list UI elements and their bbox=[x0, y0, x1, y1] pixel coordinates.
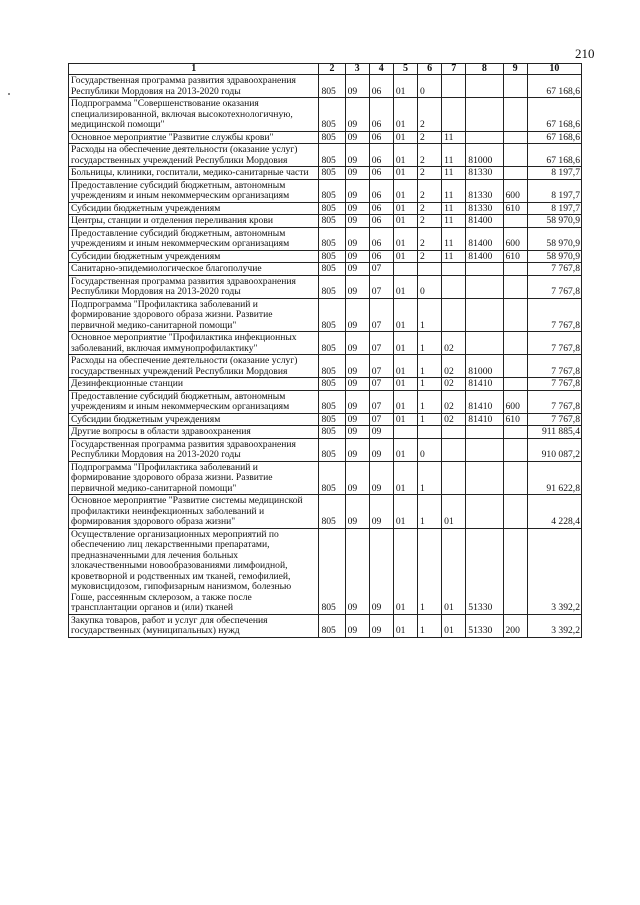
row-name: Предоставление субсидий бюджетным, автономным учреждениям и иным некоммерческим организациям bbox=[69, 179, 319, 202]
code-subprogram: 1 bbox=[418, 614, 442, 637]
table-row bbox=[69, 263, 582, 276]
code-section: 09 bbox=[345, 202, 369, 215]
code-activity: 01 bbox=[442, 528, 466, 614]
code-subprogram: 2 bbox=[418, 227, 442, 250]
code-direction: 81400 bbox=[466, 227, 503, 250]
code-subsection: 06 bbox=[369, 215, 393, 228]
code-section: 09 bbox=[345, 275, 369, 298]
table-row bbox=[69, 215, 582, 228]
table-row bbox=[69, 461, 582, 495]
code-subprogram: 2 bbox=[418, 98, 442, 132]
code-gp: 805 bbox=[319, 390, 345, 413]
code-gp: 805 bbox=[319, 131, 345, 144]
table-row bbox=[69, 413, 582, 426]
amount: 7 767,8 bbox=[527, 275, 581, 298]
table-row bbox=[69, 144, 582, 167]
row-name: Подпрограмма "Профилактика заболеваний и формирование здорового образа жизни. Развитие первичной медико-санитарной помощи" bbox=[69, 461, 319, 495]
column-header: 1 bbox=[69, 64, 319, 75]
amount: 58 970,9 bbox=[527, 250, 581, 263]
code-section: 09 bbox=[345, 298, 369, 332]
code-subprogram: 1 bbox=[418, 298, 442, 332]
code-section: 09 bbox=[345, 495, 369, 529]
code-activity bbox=[442, 263, 466, 276]
code-subsection: 06 bbox=[369, 131, 393, 144]
code-program bbox=[393, 263, 417, 276]
code-program: 01 bbox=[393, 413, 417, 426]
code-expense-type bbox=[503, 144, 527, 167]
code-subsection: 09 bbox=[369, 438, 393, 461]
code-direction bbox=[466, 75, 503, 98]
code-section: 09 bbox=[345, 528, 369, 614]
code-program: 01 bbox=[393, 75, 417, 98]
code-program: 01 bbox=[393, 298, 417, 332]
row-name: Центры, станции и отделения переливания крови bbox=[69, 215, 319, 228]
code-program: 01 bbox=[393, 275, 417, 298]
row-name: Расходы на обеспечение деятельности (оказание услуг) государственных учреждений Республики Мордовия bbox=[69, 355, 319, 378]
code-section: 09 bbox=[345, 250, 369, 263]
row-name: Субсидии бюджетным учреждениям bbox=[69, 250, 319, 263]
code-activity bbox=[442, 298, 466, 332]
row-name: Больницы, клиники, госпитали, медико-санитарные части bbox=[69, 167, 319, 180]
code-direction bbox=[466, 461, 503, 495]
code-gp: 805 bbox=[319, 202, 345, 215]
code-program: 01 bbox=[393, 215, 417, 228]
code-expense-type: 610 bbox=[503, 202, 527, 215]
code-subprogram bbox=[418, 426, 442, 439]
code-section: 09 bbox=[345, 215, 369, 228]
amount: 7 767,8 bbox=[527, 298, 581, 332]
table-row bbox=[69, 179, 582, 202]
code-direction bbox=[466, 438, 503, 461]
amount: 7 767,8 bbox=[527, 378, 581, 391]
amount: 8 197,7 bbox=[527, 167, 581, 180]
code-direction: 81410 bbox=[466, 390, 503, 413]
code-section: 09 bbox=[345, 263, 369, 276]
code-expense-type bbox=[503, 98, 527, 132]
code-expense-type: 610 bbox=[503, 250, 527, 263]
code-activity: 02 bbox=[442, 378, 466, 391]
code-activity: 02 bbox=[442, 413, 466, 426]
code-section: 09 bbox=[345, 390, 369, 413]
code-section: 09 bbox=[345, 227, 369, 250]
code-section: 09 bbox=[345, 332, 369, 355]
code-subprogram: 1 bbox=[418, 390, 442, 413]
table-row bbox=[69, 131, 582, 144]
code-section: 09 bbox=[345, 131, 369, 144]
code-subprogram: 1 bbox=[418, 332, 442, 355]
code-direction: 81400 bbox=[466, 215, 503, 228]
code-program: 01 bbox=[393, 250, 417, 263]
code-expense-type: 610 bbox=[503, 413, 527, 426]
code-subsection: 09 bbox=[369, 495, 393, 529]
code-subprogram: 1 bbox=[418, 495, 442, 529]
table-row bbox=[69, 438, 582, 461]
code-section: 09 bbox=[345, 144, 369, 167]
code-expense-type bbox=[503, 275, 527, 298]
code-expense-type: 200 bbox=[503, 614, 527, 637]
code-gp: 805 bbox=[319, 495, 345, 529]
code-expense-type bbox=[503, 75, 527, 98]
table-row bbox=[69, 390, 582, 413]
amount: 67 168,6 bbox=[527, 98, 581, 132]
code-subsection: 07 bbox=[369, 275, 393, 298]
code-gp: 805 bbox=[319, 614, 345, 637]
code-expense-type bbox=[503, 263, 527, 276]
row-name: Предоставление субсидий бюджетным, автономным учреждениям и иным некоммерческим организациям bbox=[69, 390, 319, 413]
amount: 3 392,2 bbox=[527, 614, 581, 637]
row-name: Закупка товаров, работ и услуг для обеспечения государственных (муниципальных) нужд bbox=[69, 614, 319, 637]
amount: 7 767,8 bbox=[527, 332, 581, 355]
column-header: 2 bbox=[319, 64, 345, 75]
code-program: 01 bbox=[393, 131, 417, 144]
code-direction bbox=[466, 98, 503, 132]
row-name: Основное мероприятие "Развитие системы медицинской профилактики неинфекционных заболеваний и формирования здорового образа жизни" bbox=[69, 495, 319, 529]
row-name: Подпрограмма "Профилактика заболеваний и формирование здорового образа жизни. Развитие первичной медико-санитарной помощи" bbox=[69, 298, 319, 332]
code-subsection: 07 bbox=[369, 390, 393, 413]
code-activity bbox=[442, 461, 466, 495]
code-expense-type bbox=[503, 438, 527, 461]
code-gp: 805 bbox=[319, 528, 345, 614]
code-expense-type bbox=[503, 355, 527, 378]
code-subprogram: 1 bbox=[418, 413, 442, 426]
code-expense-type bbox=[503, 495, 527, 529]
code-expense-type: 600 bbox=[503, 179, 527, 202]
code-section: 09 bbox=[345, 461, 369, 495]
code-activity: 11 bbox=[442, 250, 466, 263]
code-gp: 805 bbox=[319, 355, 345, 378]
code-direction: 81330 bbox=[466, 202, 503, 215]
code-activity bbox=[442, 75, 466, 98]
code-gp: 805 bbox=[319, 215, 345, 228]
code-gp: 805 bbox=[319, 378, 345, 391]
code-subsection: 07 bbox=[369, 332, 393, 355]
code-direction: 51330 bbox=[466, 614, 503, 637]
table-row bbox=[69, 528, 582, 614]
code-gp: 805 bbox=[319, 227, 345, 250]
code-direction bbox=[466, 275, 503, 298]
amount: 911 885,4 bbox=[527, 426, 581, 439]
amount: 8 197,7 bbox=[527, 202, 581, 215]
code-program bbox=[393, 426, 417, 439]
code-expense-type bbox=[503, 215, 527, 228]
code-program: 01 bbox=[393, 461, 417, 495]
code-direction bbox=[466, 298, 503, 332]
code-expense-type bbox=[503, 528, 527, 614]
code-gp: 805 bbox=[319, 332, 345, 355]
code-subprogram: 1 bbox=[418, 461, 442, 495]
row-name: Основное мероприятие "Профилактика инфекционных заболеваний, включая иммунопрофилактику" bbox=[69, 332, 319, 355]
column-header: 6 bbox=[418, 64, 442, 75]
code-activity: 01 bbox=[442, 495, 466, 529]
code-subprogram: 1 bbox=[418, 355, 442, 378]
table-row bbox=[69, 614, 582, 637]
code-gp: 805 bbox=[319, 263, 345, 276]
amount: 91 622,8 bbox=[527, 461, 581, 495]
code-program: 01 bbox=[393, 98, 417, 132]
column-header: 5 bbox=[393, 64, 417, 75]
code-subsection: 09 bbox=[369, 426, 393, 439]
code-expense-type bbox=[503, 298, 527, 332]
row-name: Санитарно-эпидемиологическое благополучие bbox=[69, 263, 319, 276]
code-direction bbox=[466, 495, 503, 529]
code-program: 01 bbox=[393, 438, 417, 461]
code-activity: 01 bbox=[442, 614, 466, 637]
code-subprogram bbox=[418, 263, 442, 276]
amount: 3 392,2 bbox=[527, 528, 581, 614]
code-expense-type bbox=[503, 378, 527, 391]
code-program: 01 bbox=[393, 144, 417, 167]
code-activity: 02 bbox=[442, 355, 466, 378]
code-program: 01 bbox=[393, 614, 417, 637]
code-gp: 805 bbox=[319, 98, 345, 132]
code-gp: 805 bbox=[319, 438, 345, 461]
code-expense-type bbox=[503, 131, 527, 144]
code-subprogram: 0 bbox=[418, 438, 442, 461]
code-subsection: 06 bbox=[369, 250, 393, 263]
table-row bbox=[69, 298, 582, 332]
code-activity bbox=[442, 275, 466, 298]
code-gp: 805 bbox=[319, 179, 345, 202]
code-program: 01 bbox=[393, 495, 417, 529]
code-program: 01 bbox=[393, 528, 417, 614]
amount: 7 767,8 bbox=[527, 355, 581, 378]
code-subprogram: 2 bbox=[418, 167, 442, 180]
code-subprogram: 0 bbox=[418, 275, 442, 298]
code-program: 01 bbox=[393, 202, 417, 215]
code-direction: 81330 bbox=[466, 167, 503, 180]
code-subprogram: 2 bbox=[418, 131, 442, 144]
table-row bbox=[69, 98, 582, 132]
table-row bbox=[69, 250, 582, 263]
code-subsection: 07 bbox=[369, 378, 393, 391]
amount: 4 228,4 bbox=[527, 495, 581, 529]
code-subprogram: 2 bbox=[418, 215, 442, 228]
code-activity: 11 bbox=[442, 131, 466, 144]
code-direction bbox=[466, 263, 503, 276]
code-subsection: 09 bbox=[369, 461, 393, 495]
code-activity: 11 bbox=[442, 215, 466, 228]
amount: 67 168,6 bbox=[527, 131, 581, 144]
table-row bbox=[69, 202, 582, 215]
code-gp: 805 bbox=[319, 144, 345, 167]
code-direction bbox=[466, 131, 503, 144]
amount: 58 970,9 bbox=[527, 227, 581, 250]
code-section: 09 bbox=[345, 378, 369, 391]
code-activity: 11 bbox=[442, 167, 466, 180]
row-name: Расходы на обеспечение деятельности (оказание услуг) государственных учреждений Республики Мордовия bbox=[69, 144, 319, 167]
code-direction: 81400 bbox=[466, 250, 503, 263]
code-subsection: 06 bbox=[369, 227, 393, 250]
column-header: 3 bbox=[345, 64, 369, 75]
code-activity: 11 bbox=[442, 227, 466, 250]
table-row bbox=[69, 355, 582, 378]
row-name: Осуществление организационных мероприятий по обеспечению лиц лекарственными препаратами, предназначенными для лечения больных злокачественными новообразованиями лимфоидной, кроветворной и родственных им тканей, гемофилией, муковисцидозом, гипофизарным нанизмом, болезнью Гоше, рассеянным склерозом, а также после трансплантации органов и (или) тканей bbox=[69, 528, 319, 614]
table-row bbox=[69, 167, 582, 180]
code-subsection: 06 bbox=[369, 179, 393, 202]
column-header: 9 bbox=[503, 64, 527, 75]
code-expense-type bbox=[503, 461, 527, 495]
code-program: 01 bbox=[393, 355, 417, 378]
code-section: 09 bbox=[345, 75, 369, 98]
code-program: 01 bbox=[393, 227, 417, 250]
table-row bbox=[69, 275, 582, 298]
code-section: 09 bbox=[345, 426, 369, 439]
code-direction bbox=[466, 426, 503, 439]
column-header: 10 bbox=[527, 64, 581, 75]
column-header: 7 bbox=[442, 64, 466, 75]
row-name: Предоставление субсидий бюджетным, автономным учреждениям и иным некоммерческим организациям bbox=[69, 227, 319, 250]
code-section: 09 bbox=[345, 355, 369, 378]
column-header: 8 bbox=[466, 64, 503, 75]
code-subsection: 07 bbox=[369, 263, 393, 276]
code-gp: 805 bbox=[319, 250, 345, 263]
row-name: Государственная программа развития здравоохранения Республики Мордовия на 2013-2020 годы bbox=[69, 275, 319, 298]
column-header: 4 bbox=[369, 64, 393, 75]
page-number: 210 bbox=[575, 46, 595, 61]
code-gp: 805 bbox=[319, 75, 345, 98]
table-row bbox=[69, 426, 582, 439]
table-row bbox=[69, 75, 582, 98]
code-program: 01 bbox=[393, 332, 417, 355]
code-subsection: 06 bbox=[369, 202, 393, 215]
code-subprogram: 0 bbox=[418, 75, 442, 98]
code-expense-type: 600 bbox=[503, 227, 527, 250]
code-subprogram: 1 bbox=[418, 528, 442, 614]
scan-speck bbox=[8, 93, 10, 95]
code-section: 09 bbox=[345, 167, 369, 180]
code-section: 09 bbox=[345, 98, 369, 132]
row-name: Подпрограмма "Совершенствование оказания специализированной, включая высокотехнологичную, медицинской помощи" bbox=[69, 98, 319, 132]
code-section: 09 bbox=[345, 413, 369, 426]
code-subprogram: 2 bbox=[418, 250, 442, 263]
amount: 67 168,6 bbox=[527, 144, 581, 167]
code-direction: 81410 bbox=[466, 413, 503, 426]
row-name: Субсидии бюджетным учреждениям bbox=[69, 202, 319, 215]
code-expense-type bbox=[503, 167, 527, 180]
code-gp: 805 bbox=[319, 426, 345, 439]
code-program: 01 bbox=[393, 390, 417, 413]
code-section: 09 bbox=[345, 438, 369, 461]
code-program: 01 bbox=[393, 179, 417, 202]
code-activity bbox=[442, 438, 466, 461]
code-direction bbox=[466, 332, 503, 355]
code-expense-type bbox=[503, 332, 527, 355]
header-row bbox=[69, 64, 582, 75]
code-subsection: 09 bbox=[369, 528, 393, 614]
table-row bbox=[69, 227, 582, 250]
row-name: Государственная программа развития здравоохранения Республики Мордовия на 2013-2020 годы bbox=[69, 75, 319, 98]
code-section: 09 bbox=[345, 179, 369, 202]
code-gp: 805 bbox=[319, 461, 345, 495]
code-direction: 51330 bbox=[466, 528, 503, 614]
code-gp: 805 bbox=[319, 167, 345, 180]
code-direction: 81000 bbox=[466, 355, 503, 378]
code-activity: 11 bbox=[442, 144, 466, 167]
amount: 8 197,7 bbox=[527, 179, 581, 202]
code-direction: 81330 bbox=[466, 179, 503, 202]
code-gp: 805 bbox=[319, 298, 345, 332]
code-subsection: 06 bbox=[369, 167, 393, 180]
table-row bbox=[69, 378, 582, 391]
code-gp: 805 bbox=[319, 413, 345, 426]
amount: 58 970,9 bbox=[527, 215, 581, 228]
code-subsection: 07 bbox=[369, 413, 393, 426]
code-subsection: 06 bbox=[369, 75, 393, 98]
amount: 7 767,8 bbox=[527, 263, 581, 276]
code-subsection: 07 bbox=[369, 355, 393, 378]
code-section: 09 bbox=[345, 614, 369, 637]
row-name: Государственная программа развития здравоохранения Республики Мордовия на 2013-2020 годы bbox=[69, 438, 319, 461]
amount: 67 168,6 bbox=[527, 75, 581, 98]
code-subprogram: 1 bbox=[418, 378, 442, 391]
code-subprogram: 2 bbox=[418, 179, 442, 202]
code-subprogram: 2 bbox=[418, 202, 442, 215]
code-activity: 11 bbox=[442, 202, 466, 215]
code-subsection: 06 bbox=[369, 144, 393, 167]
code-subsection: 06 bbox=[369, 98, 393, 132]
code-activity bbox=[442, 426, 466, 439]
code-activity: 11 bbox=[442, 179, 466, 202]
row-name: Дезинфекционные станции bbox=[69, 378, 319, 391]
row-name: Основное мероприятие "Развитие службы крови" bbox=[69, 131, 319, 144]
code-expense-type: 600 bbox=[503, 390, 527, 413]
code-gp: 805 bbox=[319, 275, 345, 298]
code-activity: 02 bbox=[442, 390, 466, 413]
amount: 910 087,2 bbox=[527, 438, 581, 461]
code-direction: 81410 bbox=[466, 378, 503, 391]
code-activity bbox=[442, 98, 466, 132]
code-direction: 81000 bbox=[466, 144, 503, 167]
code-program: 01 bbox=[393, 378, 417, 391]
amount: 7 767,8 bbox=[527, 413, 581, 426]
code-subsection: 09 bbox=[369, 614, 393, 637]
code-subprogram: 2 bbox=[418, 144, 442, 167]
code-program: 01 bbox=[393, 167, 417, 180]
code-expense-type bbox=[503, 426, 527, 439]
budget-table bbox=[68, 63, 582, 638]
code-subsection: 07 bbox=[369, 298, 393, 332]
table-row bbox=[69, 332, 582, 355]
code-activity: 02 bbox=[442, 332, 466, 355]
amount: 7 767,8 bbox=[527, 390, 581, 413]
row-name: Субсидии бюджетным учреждениям bbox=[69, 413, 319, 426]
table-row bbox=[69, 495, 582, 529]
row-name: Другие вопросы в области здравоохранения bbox=[69, 426, 319, 439]
